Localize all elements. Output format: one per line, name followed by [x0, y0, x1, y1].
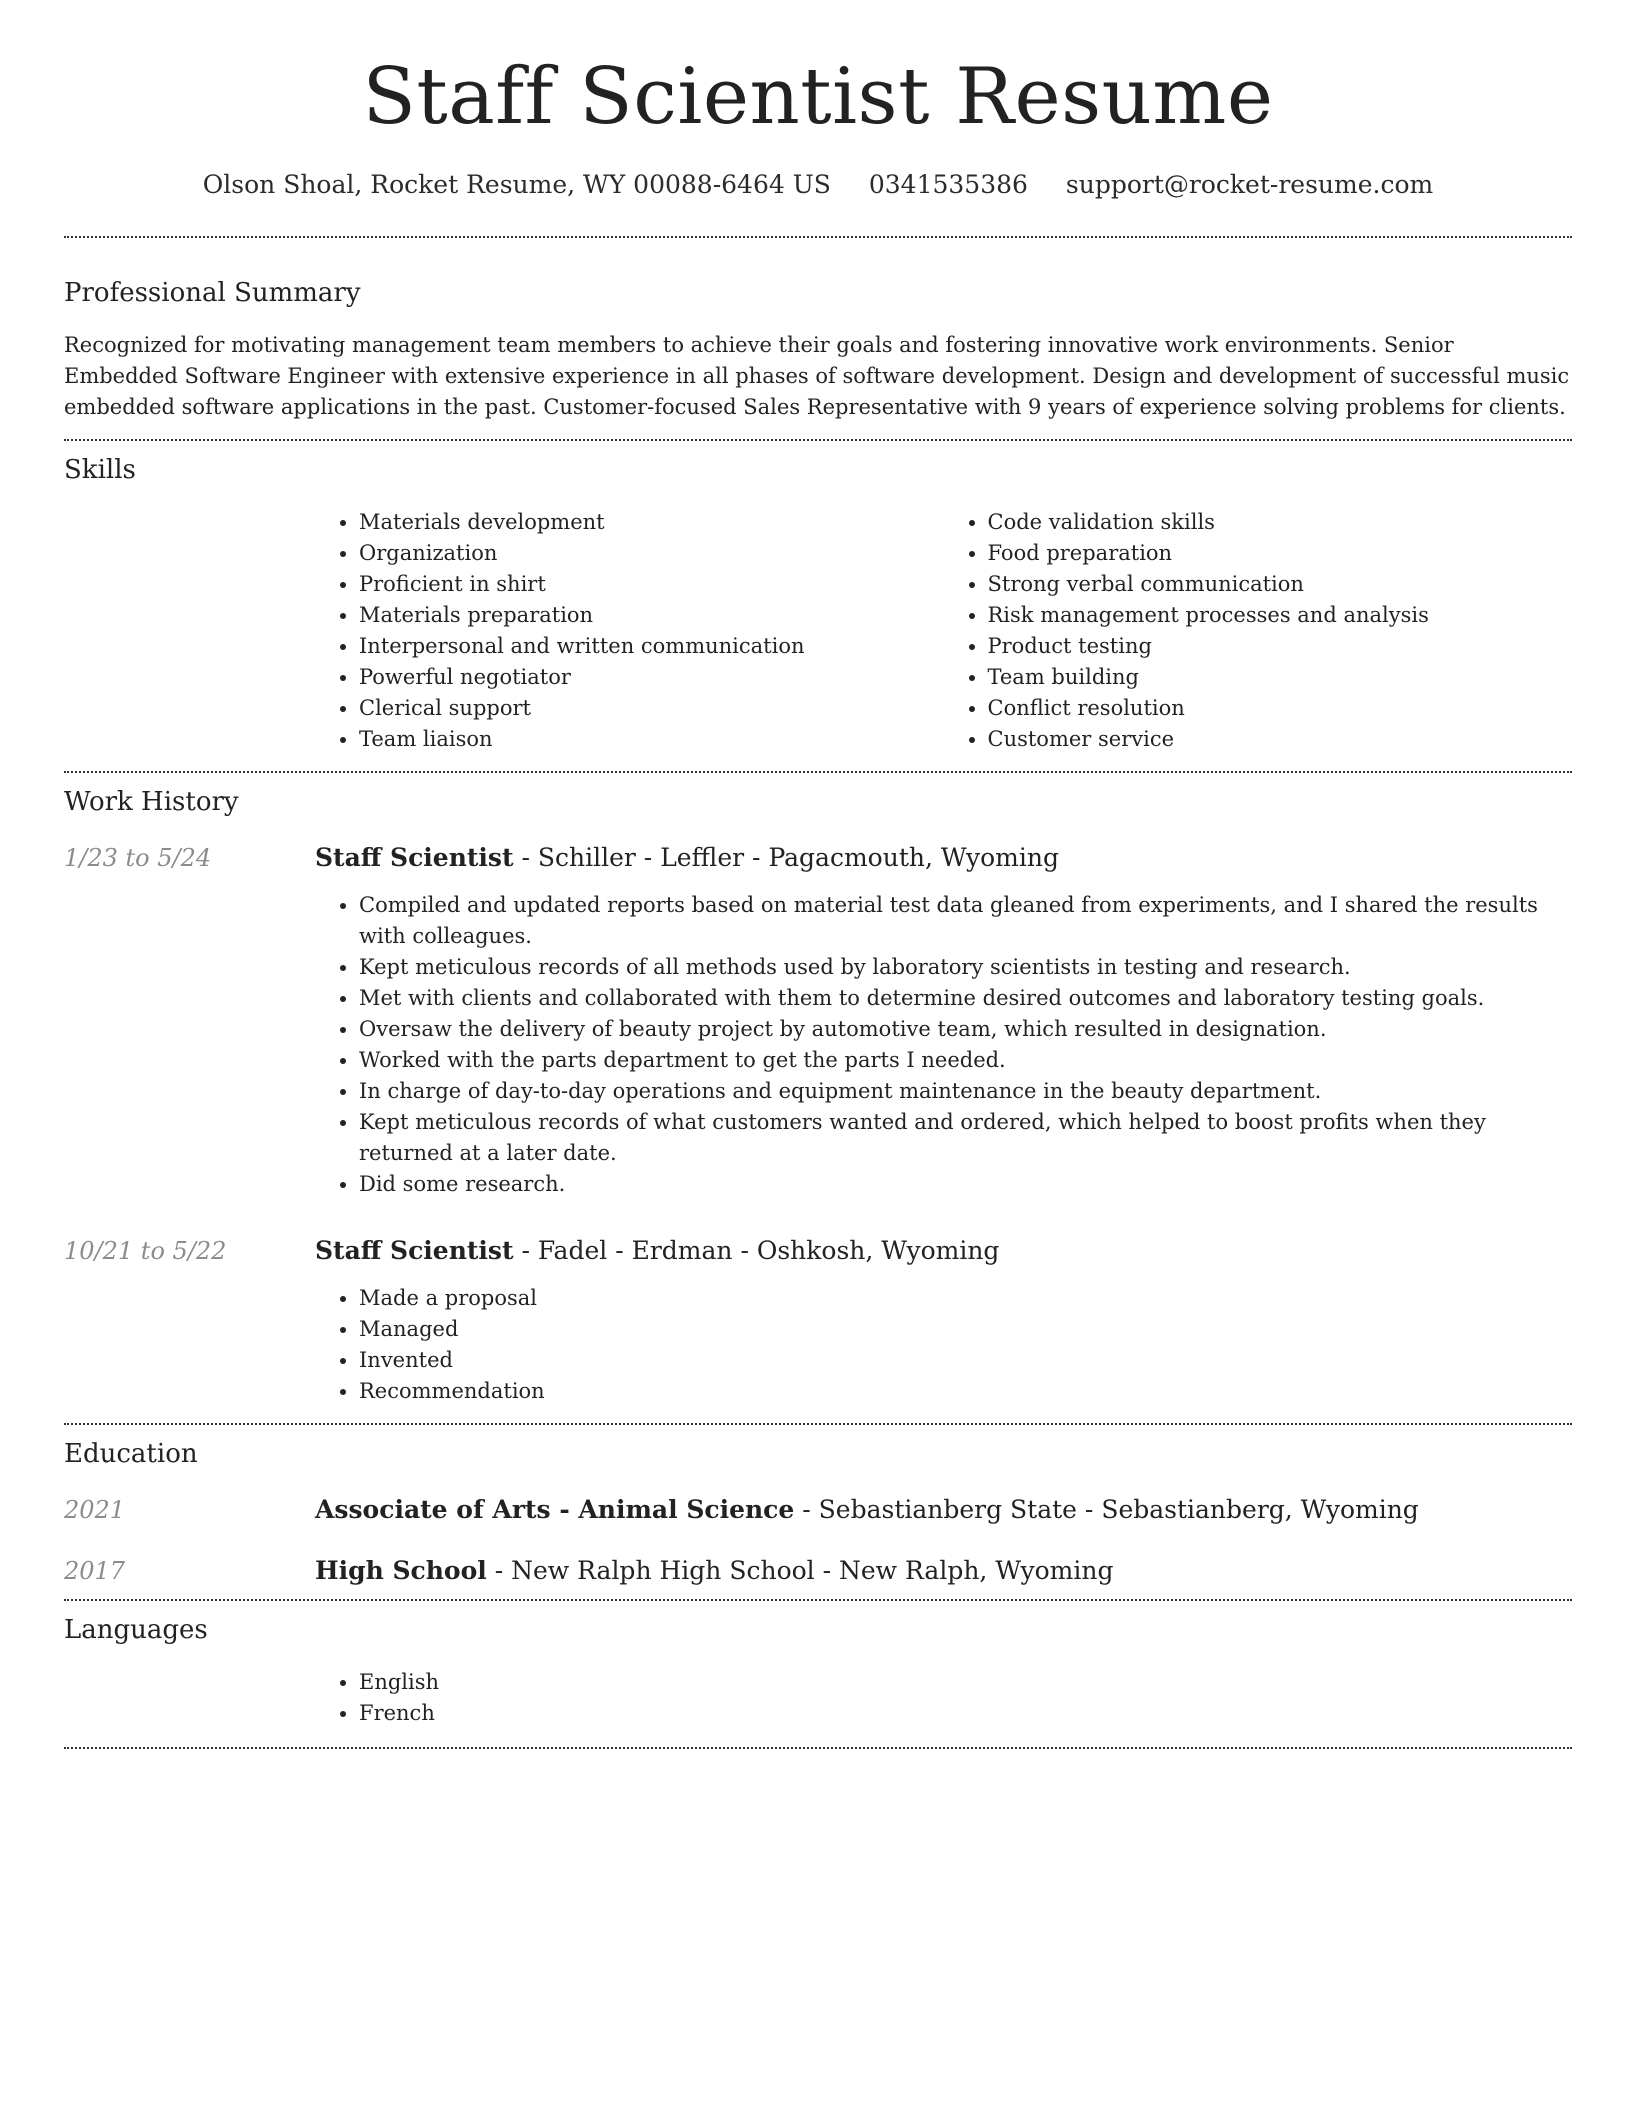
job-date: 1/23 to 5/24 [64, 844, 212, 872]
job-duty: • Kept meticulous records of what customers wanted and ordered, which helped to boost profits when they returned at a later date. [359, 1107, 1572, 1169]
education-entry [64, 1495, 1572, 1524]
education-title [315, 1495, 1419, 1524]
skill-item: • Materials development [359, 507, 944, 538]
skill-item: • Risk management processes and analysis [988, 600, 1573, 631]
skill-item: • Food preparation [988, 538, 1573, 569]
job-title [315, 1236, 999, 1265]
section-divider [64, 1599, 1572, 1601]
job-duty: • Worked with the parts department to get the parts I needed. [359, 1045, 1572, 1076]
skill-item: • Powerful negotiator [359, 662, 944, 693]
skill-item: • Team liaison [359, 724, 944, 755]
contact-line [64, 170, 1572, 199]
section-divider [64, 1423, 1572, 1425]
job-duties-list [315, 890, 1572, 1200]
summary-section [64, 278, 1572, 423]
resume-page [64, 0, 1572, 1749]
skill-item: • Conflict resolution [988, 693, 1573, 724]
job-duty: • Did some research. [359, 1169, 1572, 1200]
education-entry [64, 1556, 1572, 1585]
skill-item: • Organization [359, 538, 944, 569]
summary-heading: Professional Summary [64, 278, 361, 308]
job-entry [64, 1236, 1572, 1265]
education-title [315, 1556, 1113, 1585]
skill-item: • Customer service [988, 724, 1573, 755]
languages-section [64, 1615, 1572, 1729]
job-role: Staff Scientist [315, 1236, 514, 1265]
job-role: Staff Scientist [315, 843, 514, 872]
skill-item: • Code validation skills [988, 507, 1573, 538]
job-duty: • Oversaw the delivery of beauty project by automotive team, which resulted in designation. [359, 1014, 1572, 1045]
job-duty: • Kept meticulous records of all methods used by laboratory scientists in testing and research. [359, 952, 1572, 983]
contact-address: Olson Shoal, Rocket Resume, WY 00088-6464 US [202, 170, 831, 199]
job-duty: • Managed [359, 1314, 1572, 1345]
skill-item: • Team building [988, 662, 1573, 693]
contact-phone: 0341535386 [868, 170, 1028, 199]
job-duty: • Made a proposal [359, 1283, 1572, 1314]
languages-heading: Languages [64, 1615, 208, 1645]
section-divider [64, 439, 1572, 441]
section-divider [64, 771, 1572, 773]
education-section [64, 1439, 1572, 1585]
job-employer: - Fadel - Erdman - Oshkosh, Wyoming [513, 1236, 1000, 1265]
skills-list-right [944, 507, 1573, 755]
job-duty: • Invented [359, 1345, 1572, 1376]
resume-title: Staff Scientist Resume [362, 52, 1274, 142]
section-divider [64, 1747, 1572, 1749]
education-school: - New Ralph High School - New Ralph, Wyoming [486, 1556, 1114, 1585]
education-date: 2021 [64, 1496, 126, 1524]
job-duties-list [315, 1283, 1572, 1407]
education-degree: High School [315, 1556, 487, 1585]
skill-item: • Materials preparation [359, 600, 944, 631]
job-duty: • Recommendation [359, 1376, 1572, 1407]
skill-item: • Strong verbal communication [988, 569, 1573, 600]
work-heading: Work History [64, 787, 239, 817]
skill-item: • Product testing [988, 631, 1573, 662]
skills-list-left [315, 507, 944, 755]
job-entry [64, 843, 1572, 872]
education-heading: Education [64, 1439, 198, 1469]
education-date: 2017 [64, 1557, 126, 1585]
job-title [315, 843, 1059, 872]
skill-item: • Clerical support [359, 693, 944, 724]
skill-item: • Proficient in shirt [359, 569, 944, 600]
work-section [64, 787, 1572, 1407]
skill-item: • Interpersonal and written communication [359, 631, 944, 662]
education-school: - Sebastianberg State - Sebastianberg, Wyoming [794, 1495, 1419, 1524]
job-duty: • Met with clients and collaborated with them to determine desired outcomes and laboratory testing goals. [359, 983, 1572, 1014]
language-item: • French [359, 1698, 1572, 1729]
section-divider [64, 236, 1572, 238]
language-item: • English [359, 1667, 1572, 1698]
skills-heading: Skills [64, 455, 136, 485]
skills-section [64, 455, 1572, 755]
job-employer: - Schiller - Leffler - Pagacmouth, Wyoming [513, 843, 1059, 872]
skills-columns [315, 507, 1572, 755]
job-date: 10/21 to 5/22 [64, 1237, 227, 1265]
summary-text: Recognized for motivating management team members to achieve their goals and fostering innovative work environments. Senior Embedded Software Engineer with extensive experience in all phases of software development. Design and development of successful music embedded software applications in the past. Customer-focused Sales Representative with 9 years of experience solving problems for clients. [64, 333, 1570, 419]
education-degree: Associate of Arts - Animal Science [315, 1495, 795, 1524]
job-duty: • In charge of day-to-day operations and equipment maintenance in the beauty department. [359, 1076, 1572, 1107]
contact-email: support@rocket-resume.com [1065, 170, 1434, 199]
job-duty: • Compiled and updated reports based on material test data gleaned from experiments, and I shared the results with colleagues. [359, 890, 1572, 952]
languages-list [315, 1667, 1572, 1729]
